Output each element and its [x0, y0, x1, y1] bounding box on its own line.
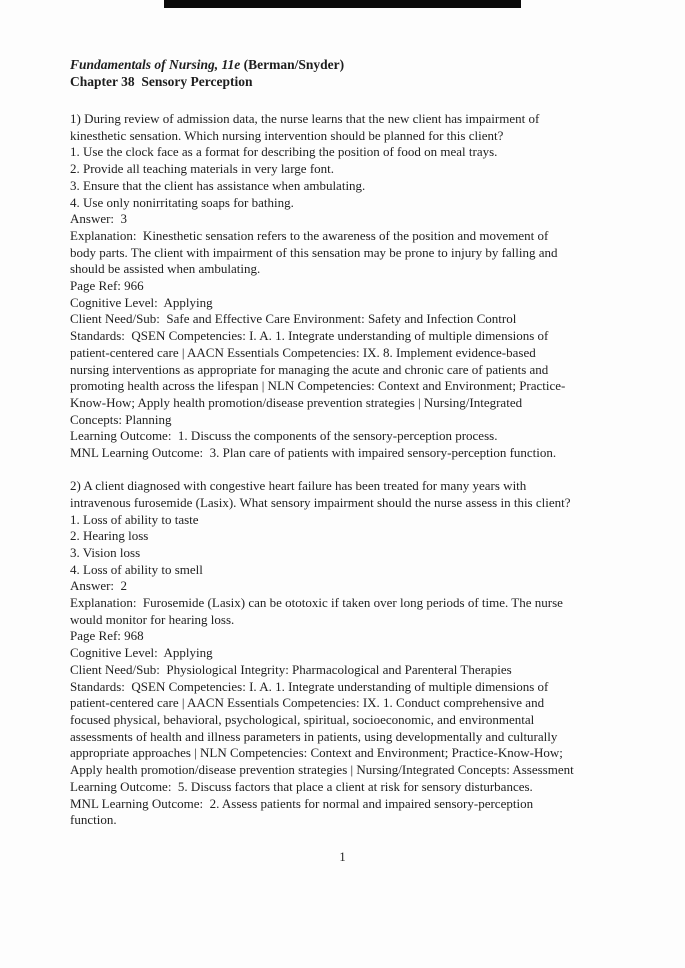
question-block-1 [70, 111, 650, 462]
book-authors: (Berman/Snyder) [240, 57, 345, 72]
text-line: Answer: 2 [70, 578, 128, 594]
text-line: intravenous furosemide (Lasix). What sensory impairment should the nurse assess in this client? [70, 494, 571, 510]
text-line: body parts. The client with impairment of this sensation may be prone to injury by falling and [70, 244, 558, 260]
text-line: Concepts: Planning [70, 411, 172, 427]
text-line: 3. Ensure that the client has assistance when ambulating. [70, 177, 366, 193]
text-line: nursing interventions as appropriate for managing the acute and chronic care of patients and [70, 361, 549, 377]
text-line: 1. Use the clock face as a format for describing the position of food on meal trays. [70, 144, 498, 160]
text-line: should be assisted when ambulating. [70, 261, 261, 277]
text-line: Apply health promotion/disease prevention strategies | Nursing/Integrated Concepts: Assessment [70, 762, 574, 778]
text-line: would monitor for hearing loss. [70, 611, 235, 627]
text-line: MNL Learning Outcome: 2. Assess patients for normal and impaired sensory-perception [70, 795, 534, 811]
page-content [70, 56, 650, 829]
text-line: kinesthetic sensation. Which nursing intervention should be planned for this client? [70, 127, 504, 143]
text-line: assessments of health and illness parameters in patients, using developmentally and culturally [70, 728, 558, 744]
text-line: 3. Vision loss [70, 544, 141, 560]
text-line: Explanation: Furosemide (Lasix) can be ototoxic if taken over long periods of time. The nurse [70, 595, 563, 611]
text-line: Answer: 3 [70, 211, 128, 227]
text-line: patient-centered care | AACN Essentials Competencies: IX. 8. Implement evidence-based [70, 344, 536, 360]
text-line: 2. Provide all teaching materials in very large font. [70, 161, 335, 177]
question-block-2 [70, 478, 650, 829]
text-line: function. [70, 812, 117, 828]
text-line: 4. Use only nonirritating soaps for bathing. [70, 194, 294, 210]
text-line: 2. Hearing loss [70, 528, 149, 544]
text-line: focused physical, behavioral, psychological, spiritual, socioeconomic, and environmental [70, 712, 535, 727]
text-line: Client Need/Sub: Safe and Effective Care Environment: Safety and Infection Control [70, 311, 517, 327]
redacted-header-bar [164, 0, 521, 8]
text-line: Standards: QSEN Competencies: I. A. 1. Integrate understanding of multiple dimensions of [70, 678, 549, 694]
text-line: Learning Outcome: 1. Discuss the components of the sensory-perception process. [70, 428, 498, 444]
text-line: promoting health across the lifespan | NLN Competencies: Context and Environment; Practice- [70, 378, 566, 394]
text-line: appropriate approaches | NLN Competencies: Context and Environment; Practice-Know-How; [70, 745, 563, 761]
text-line: Explanation: Kinesthetic sensation refers to the awareness of the position and movement of [70, 227, 549, 243]
text-line: 1) During review of admission data, the nurse learns that the new client has impairment of [70, 111, 540, 126]
text-line: 1. Loss of ability to taste [70, 511, 199, 527]
chapter-title: Chapter 38 Sensory Perception [70, 74, 253, 89]
book-title-italic: Fundamentals of Nursing, 11e [70, 57, 241, 72]
text-line: Cognitive Level: Applying [70, 645, 213, 661]
text-line: Page Ref: 968 [70, 628, 144, 644]
text-line: Know-How; Apply health promotion/disease prevention strategies | Nursing/Integrated [70, 394, 523, 410]
text-line: MNL Learning Outcome: 3. Plan care of patients with impaired sensory-perception function. [70, 445, 557, 461]
text-line: patient-centered care | AACN Essentials Competencies: IX. 1. Conduct comprehensive and [70, 695, 545, 711]
text-line: Cognitive Level: Applying [70, 294, 213, 310]
page-number: 1 [339, 850, 346, 864]
text-line: 2) A client diagnosed with congestive heart failure has been treated for many years with [70, 478, 527, 494]
text-line: Standards: QSEN Competencies: I. A. 1. Integrate understanding of multiple dimensions of [70, 328, 549, 344]
text-line: 4. Loss of ability to smell [70, 561, 203, 577]
text-line: Client Need/Sub: Physiological Integrity: Pharmacological and Parenteral Therapies [70, 661, 512, 677]
book-title [70, 56, 650, 73]
text-line: Page Ref: 966 [70, 278, 144, 294]
document-header [70, 56, 650, 90]
text-line: Learning Outcome: 5. Discuss factors that place a client at risk for sensory disturbances. [70, 778, 533, 794]
